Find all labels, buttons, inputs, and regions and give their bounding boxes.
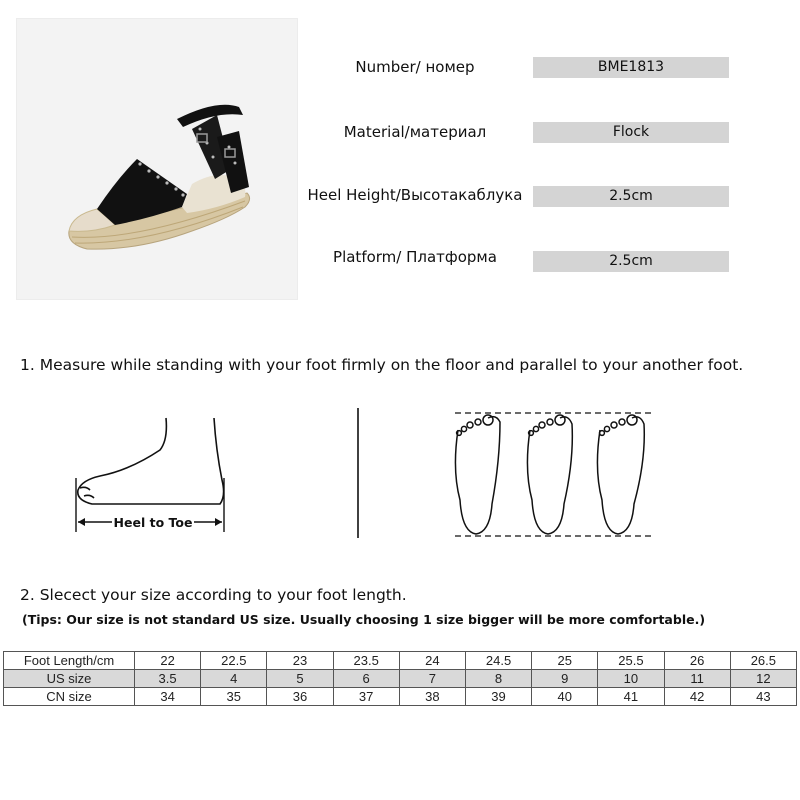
table-cell: 26.5 <box>730 652 796 670</box>
step2-title: 2. Slecect your size according to your foot length. <box>20 586 407 604</box>
tips-text: (Tips: Our size is not standard US size. Usually choosing 1 size bigger will be more comfortable.) <box>22 612 706 627</box>
table-cell: 36 <box>267 688 333 706</box>
table-cell: 26 <box>664 652 730 670</box>
table-row <box>4 688 797 706</box>
spec-label-material: Material/материал <box>343 123 487 141</box>
table-cell: 10 <box>598 670 664 688</box>
table-cell: 25 <box>532 652 598 670</box>
table-cell: 4 <box>201 670 267 688</box>
table-cell: 38 <box>399 688 465 706</box>
table-cell: 7 <box>399 670 465 688</box>
spec-value-material: Flock <box>533 122 729 143</box>
row-label-us-size: US size <box>4 670 135 688</box>
table-cell: 11 <box>664 670 730 688</box>
table-cell: 23 <box>267 652 333 670</box>
table-cell: 43 <box>730 688 796 706</box>
side-foot-icon <box>78 418 224 504</box>
top-feet-icon <box>455 415 644 534</box>
table-cell: 35 <box>201 688 267 706</box>
table-cell: 41 <box>598 688 664 706</box>
product-photo <box>16 18 298 300</box>
table-cell: 37 <box>333 688 399 706</box>
spec-value-number: BME1813 <box>533 57 729 78</box>
table-cell: 5 <box>267 670 333 688</box>
step1-title: 1. Measure while standing with your foot firmly on the floor and parallel to your another foot. <box>20 356 744 374</box>
table-cell: 34 <box>135 688 201 706</box>
foot-measurement-diagram <box>0 400 800 550</box>
size-table <box>3 651 797 706</box>
table-cell: 9 <box>532 670 598 688</box>
table-cell: 22.5 <box>201 652 267 670</box>
spec-value-platform: 2.5cm <box>533 251 729 272</box>
table-cell: 24.5 <box>465 652 531 670</box>
table-cell: 24 <box>399 652 465 670</box>
spec-label-number: Number/ номер <box>355 58 475 76</box>
table-cell: 3.5 <box>135 670 201 688</box>
table-cell: 8 <box>465 670 531 688</box>
table-cell: 6 <box>333 670 399 688</box>
row-label-cn-size: CN size <box>4 688 135 706</box>
table-cell: 12 <box>730 670 796 688</box>
table-cell: 22 <box>135 652 201 670</box>
table-cell: 42 <box>664 688 730 706</box>
heel-to-toe-label: Heel to Toe <box>113 515 193 530</box>
sandal-image <box>17 19 297 299</box>
row-label-foot-length: Foot Length/cm <box>4 652 135 670</box>
table-cell: 23.5 <box>333 652 399 670</box>
spec-value-heel-height: 2.5cm <box>533 186 729 207</box>
table-cell: 39 <box>465 688 531 706</box>
table-row <box>4 670 797 688</box>
table-cell: 25.5 <box>598 652 664 670</box>
spec-label-heel-height: Heel Height/Высотакаблука <box>307 186 523 204</box>
table-row <box>4 652 797 670</box>
table-cell: 40 <box>532 688 598 706</box>
spec-label-platform: Platform/ Платформа <box>333 248 497 266</box>
